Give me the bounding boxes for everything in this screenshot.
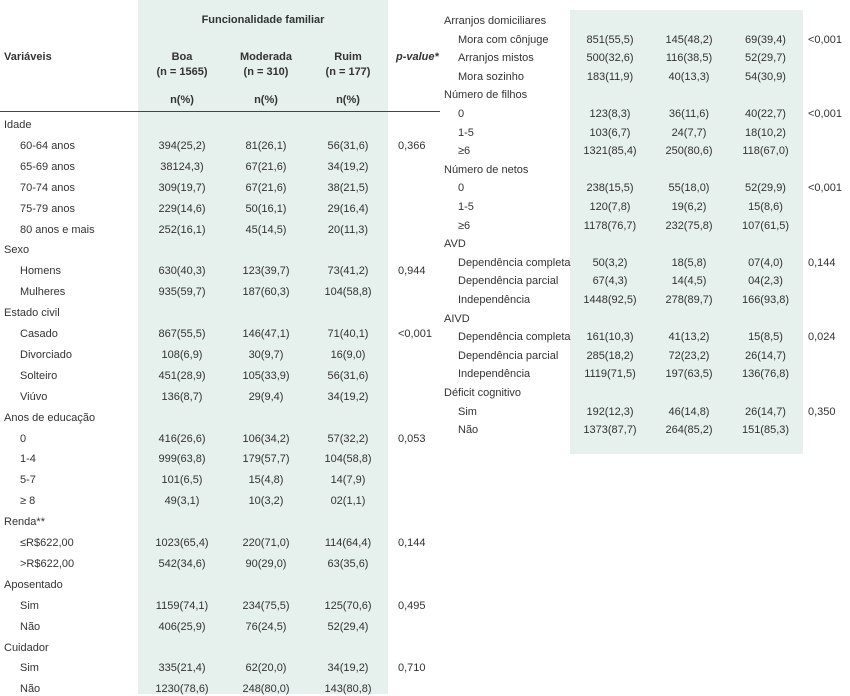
cell-boa: 416(26,6) [158,432,206,445]
cell-boa: 1373(87,7) [583,424,637,437]
cell-moderada: 41(13,2) [668,331,710,344]
row-label: Não [20,683,41,696]
section-label: Idade [4,119,32,131]
col-header-moderada-n: (n = 310) [243,66,289,78]
row-label: Mora sozinho [458,70,525,83]
row-label: 0 [20,432,27,445]
cell-moderada: 15(4,8) [248,474,284,487]
cell-pvalue: 0,710 [398,662,426,675]
cell-ruim: 02(1,1) [330,495,366,508]
cell-moderada: 76(24,5) [245,620,287,633]
cell-moderada: 250(80,6) [665,145,713,158]
cell-moderada: 179(57,7) [242,453,290,466]
cell-moderada: 19(6,2) [671,201,707,213]
cell-boa: 935(59,7) [158,286,206,299]
row-label: Mora com cônjuge [458,33,549,46]
row-label: Solteiro [20,369,58,382]
section-label: Número de filhos [444,89,528,102]
cell-ruim: 34(19,2) [327,160,369,173]
cell-moderada: 278(89,7) [665,294,713,306]
cell-ruim: 73(41,2) [327,265,369,278]
cell-moderada: 197(63,5) [665,368,713,381]
cell-ruim: 104(58,8) [324,453,372,466]
row-label: Dependência completa [458,331,571,344]
unit-header-moderada: n(%) [254,94,278,106]
cell-moderada: 187(60,3) [242,286,290,299]
row-label: 1-5 [458,126,474,139]
row-label: 80 anos e mais [20,223,95,236]
row-label: Não [20,620,41,633]
cell-boa: 192(12,3) [586,405,634,418]
cell-ruim: 54(30,9) [745,70,786,83]
cell-moderada: 146(47,1) [242,328,290,340]
row-label: 0 [458,182,465,195]
cell-ruim: 29(16,4) [327,202,369,215]
row-label: Dependência completa [458,256,571,269]
group-title: Funcionalidade familiar [201,14,325,26]
cell-pvalue: 0,495 [398,599,426,612]
cell-boa: 252(16,1) [158,223,206,236]
cell-boa: 1448(92,5) [583,294,637,306]
cell-ruim: 15(8,6) [748,201,783,213]
unit-header-ruim: n(%) [336,94,360,106]
col-header-boa-n: (n = 1565) [156,66,208,78]
cell-ruim: 166(93,8) [741,294,790,306]
cell-moderada: 90(29,0) [245,557,287,570]
cell-boa: 867(55,5) [158,328,206,340]
cell-moderada: 24(7,7) [671,126,707,139]
cell-moderada: 234(75,5) [242,599,290,612]
section-label: Estado civil [4,307,60,320]
cell-ruim: 20(11,3) [327,223,369,236]
cell-pvalue: <0,001 [808,108,842,120]
cell-ruim: 56(31,6) [327,369,369,382]
section-label: Aposentado [4,578,63,591]
cell-ruim: 34(19,2) [327,662,369,675]
cell-ruim: 38(21,5) [327,181,369,194]
cell-moderada: 40(13,3) [668,70,710,83]
row-label: Independência [458,294,531,306]
col-header-ruim-n: (n = 177) [325,66,371,78]
cell-ruim: 125(70,6) [324,599,372,612]
cell-moderada: 14(4,5) [671,275,707,288]
cell-moderada: 45(14,5) [245,223,287,236]
row-label: 0 [458,108,465,120]
cell-ruim: 69(39,4) [745,33,786,46]
cell-ruim: 114(64,4) [324,537,372,549]
cell-boa: 238(15,5) [586,182,634,195]
cell-boa: 285(18,2) [586,349,634,362]
cell-moderada: 67(21,6) [245,181,287,194]
row-label: Sim [20,599,39,612]
cell-boa: 38124,3) [160,160,204,173]
cell-ruim: 34(19,2) [327,390,369,403]
cell-boa: 108(6,9) [161,348,203,361]
row-label: Homens [20,265,61,278]
cell-pvalue: 0,144 [398,537,426,549]
cell-ruim: 16(9,0) [330,348,366,361]
cell-boa: 50(3,2) [592,256,628,269]
cell-ruim: 52(29,7) [745,52,786,65]
cell-pvalue: 0,144 [808,256,836,269]
section-label: Renda** [4,516,45,529]
cell-moderada: 145(48,2) [665,33,713,46]
row-label: 1-5 [458,201,474,213]
cell-boa: 103(6,7) [589,126,631,139]
cell-boa: 630(40,3) [158,265,206,278]
cell-ruim: 143(80,8) [324,683,372,696]
section-label: Cuidador [4,641,49,654]
cell-moderada: 30(9,7) [248,348,284,361]
cell-moderada: 220(71,0) [242,537,290,549]
cell-boa: 67(4,3) [592,275,628,288]
row-label: ≤R$622,00 [20,537,74,549]
col-header-boa: Boa [171,51,193,63]
cell-boa: 406(25,9) [158,620,206,633]
cell-pvalue: 0,024 [808,331,836,344]
cell-moderada: 105(33,9) [242,369,290,382]
row-label: ≥6 [458,219,471,232]
cell-ruim: 118(67,0) [742,145,789,158]
cell-moderada: 248(80,0) [242,683,290,696]
row-label: Sim [458,405,477,418]
cell-boa: 49(3,1) [164,495,200,508]
cell-moderada: 67(21,6) [245,160,287,173]
cell-ruim: 14(7,9) [330,474,366,487]
section-label: AVD [444,238,466,251]
row-label: 70-74 anos [20,181,76,194]
cell-ruim: 136(76,8) [741,368,790,381]
cell-ruim: 40(22,7) [745,108,786,120]
row-label: Viúvo [20,390,48,403]
cell-ruim: 18(10,2) [745,126,786,139]
row-label: Casado [20,328,58,340]
cell-ruim: 71(40,1) [327,328,369,340]
section-label: AIVD [444,312,470,325]
row-label: 65-69 anos [20,160,76,173]
section-label: Número de netos [444,163,529,176]
cell-boa: 183(11,9) [586,70,634,83]
cell-moderada: 50(16,1) [245,202,287,215]
cell-boa: 500(32,6) [586,52,634,65]
cell-moderada: 232(75,8) [665,219,713,232]
unit-header-boa: n(%) [170,94,194,106]
cell-boa: 1023(65,4) [155,537,209,549]
cell-boa: 161(10,3) [586,331,634,344]
cell-ruim: 15(8,5) [748,331,783,344]
cell-moderada: 62(20,0) [245,662,287,675]
cell-ruim: 07(4,0) [748,256,783,269]
cell-pvalue: 0,944 [398,265,426,278]
cell-ruim: 151(85,3) [741,424,790,437]
cell-ruim: 26(14,7) [745,349,786,362]
row-label: 5-7 [20,474,36,487]
col-header-moderada: Moderada [240,51,292,63]
cell-moderada: 116(38,5) [665,52,713,65]
cell-boa: 394(25,2) [158,139,206,152]
cell-boa: 451(28,9) [158,369,206,382]
cell-ruim: 63(35,6) [327,557,369,570]
cell-boa: 1159(74,1) [155,599,209,612]
cell-boa: 1230(78,6) [155,683,209,696]
cell-ruim: 107(61,5) [741,219,790,232]
cell-moderada: 72(23,2) [668,349,710,362]
col-header-ruim: Ruim [334,51,362,63]
cell-pvalue: <0,001 [808,182,842,195]
cell-moderada: 264(85,2) [665,424,713,437]
cell-boa: 120(7,8) [589,201,631,213]
cell-ruim: 04(2,3) [748,275,783,288]
section-label: Arranjos domiciliares [444,15,547,27]
row-label: Divorciado [20,348,72,361]
cell-boa: 101(6,5) [161,474,203,487]
cell-moderada: 36(11,6) [668,108,710,120]
row-label: Dependência parcial [458,275,559,288]
section-label: Anos de educação [4,411,96,424]
cell-boa: 999(63,8) [158,453,206,466]
cell-boa: 136(8,7) [161,390,203,403]
cell-pvalue: <0,001 [398,328,432,340]
row-label: Mulheres [20,286,66,299]
pvalue-header: p-value* [396,51,439,63]
header-rule [0,111,440,112]
row-label: Dependência parcial [458,349,559,362]
cell-boa: 123(8,3) [589,108,631,120]
cell-boa: 542(34,6) [158,557,206,570]
row-label: 60-64 anos [20,139,76,152]
cell-boa: 1321(85,4) [583,145,637,158]
cell-ruim: 26(14,7) [745,405,786,418]
row-label: Não [458,424,479,437]
section-label: Déficit cognitivo [444,387,522,399]
cell-moderada: 55(18,0) [668,182,710,195]
cell-ruim: 57(32,2) [327,432,369,445]
cell-ruim: 52(29,9) [745,182,786,195]
cell-moderada: 106(34,2) [242,432,290,445]
cell-moderada: 29(9,4) [248,390,284,403]
cell-pvalue: 0,350 [808,405,836,418]
cell-moderada: 123(39,7) [242,265,290,278]
row-label: 1-4 [20,453,36,466]
cell-boa: 851(55,5) [586,33,634,46]
cell-boa: 1119(71,5) [584,368,636,381]
cell-ruim: 104(58,8) [324,286,372,299]
cell-ruim: 56(31,6) [327,139,369,152]
cell-pvalue: 0,053 [398,432,426,445]
cell-boa: 229(14,6) [158,202,206,215]
cell-moderada: 18(5,8) [671,256,707,269]
row-label: ≥6 [458,145,471,158]
cell-boa: 335(21,4) [158,662,206,675]
row-label: Sim [20,662,39,675]
cell-pvalue: 0,366 [398,139,426,152]
cell-moderada: 81(26,1) [245,139,287,152]
cell-moderada: 46(14,8) [668,405,710,418]
section-label: Sexo [4,244,30,257]
row-label: >R$622,00 [20,557,75,570]
row-label: ≥ 8 [20,495,36,508]
row-label: Arranjos mistos [458,52,534,65]
cell-moderada: 10(3,2) [248,495,284,508]
variables-header: Variáveis [4,51,52,63]
cell-pvalue: <0,001 [808,33,842,46]
row-label: Independência [458,368,531,381]
cell-boa: 1178(76,7) [583,219,637,232]
cell-ruim: 52(29,4) [327,620,369,633]
row-label: 75-79 anos [20,202,76,215]
cell-boa: 309(19,7) [158,181,206,194]
